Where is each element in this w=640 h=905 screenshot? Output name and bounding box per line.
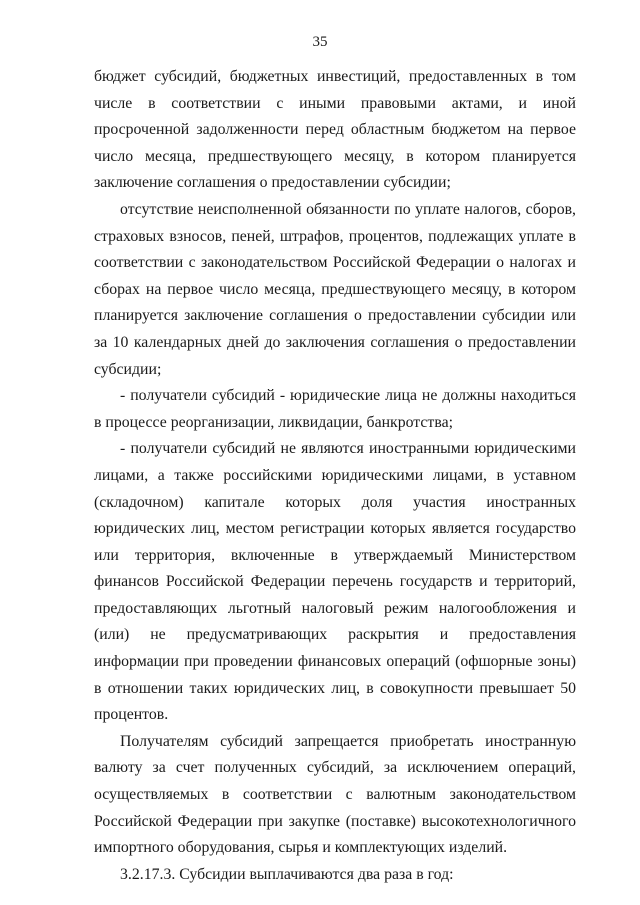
- paragraph-not-foreign-entities: - получатели субсидий не являются иностранными юридическими лицами, а также российскими юридическими лицами, в уставном (складочном) капитале которых доля участия иностранных юридических лиц, местом регистрации которых является государство или территория, включенные в утверждаемый Министерством финансов Российской Федерации перечень государств и территорий, предоставляющих льготный налоговый режим налогообложения и (или) не предусматривающих раскрытия и предоставления информации при проведении финансовых операций (офшорные зоны) в отношении таких юридических лиц, в совокупности превышает 50 процентов.: [94, 440, 576, 724]
- paragraph-no-reorganization: - получатели субсидий - юридические лица не должны находиться в процессе реорганизации, ликвидации, банкротства;: [94, 387, 576, 431]
- paragraph-clause-3-2-17-3: 3.2.17.3. Субсидии выплачиваются два раза в год:: [120, 865, 454, 883]
- paragraph-currency-prohibition: Получателям субсидий запрещается приобретать иностранную валюту за счет полученных субсидий, за исключением операций, осуществляемых в соответствии с валютным законодательством Российской Федерации при закупке (поставке) высокотехнологичного импортного оборудования, сырья и комплектующих изделий.: [94, 732, 576, 857]
- page-number: 35: [312, 34, 328, 50]
- paragraph-no-tax-debt: отсутствие неисполненной обязанности по уплате налогов, сборов, страховых взносов, пеней, штрафов, процентов, подлежащих уплате в соответствии с законодательством Российской Федерации о налогах и сборах на первое число месяца, предшествующего месяцу, в котором планируется заключение соглашения о предоставлении субсидии или за 10 календарных дней до заключения соглашения о предоставлении субсидии;: [94, 200, 576, 378]
- paragraph-budget-debt: бюджет субсидий, бюджетных инвестиций, предоставленных в том числе в соответствии с иными правовыми актами, и иной просроченной задолженности перед областным бюджетом на первое число месяца, предшествующего месяцу, в котором планируется заключение соглашения о предоставлении субсидии;: [94, 68, 576, 192]
- document-body: [94, 64, 576, 888]
